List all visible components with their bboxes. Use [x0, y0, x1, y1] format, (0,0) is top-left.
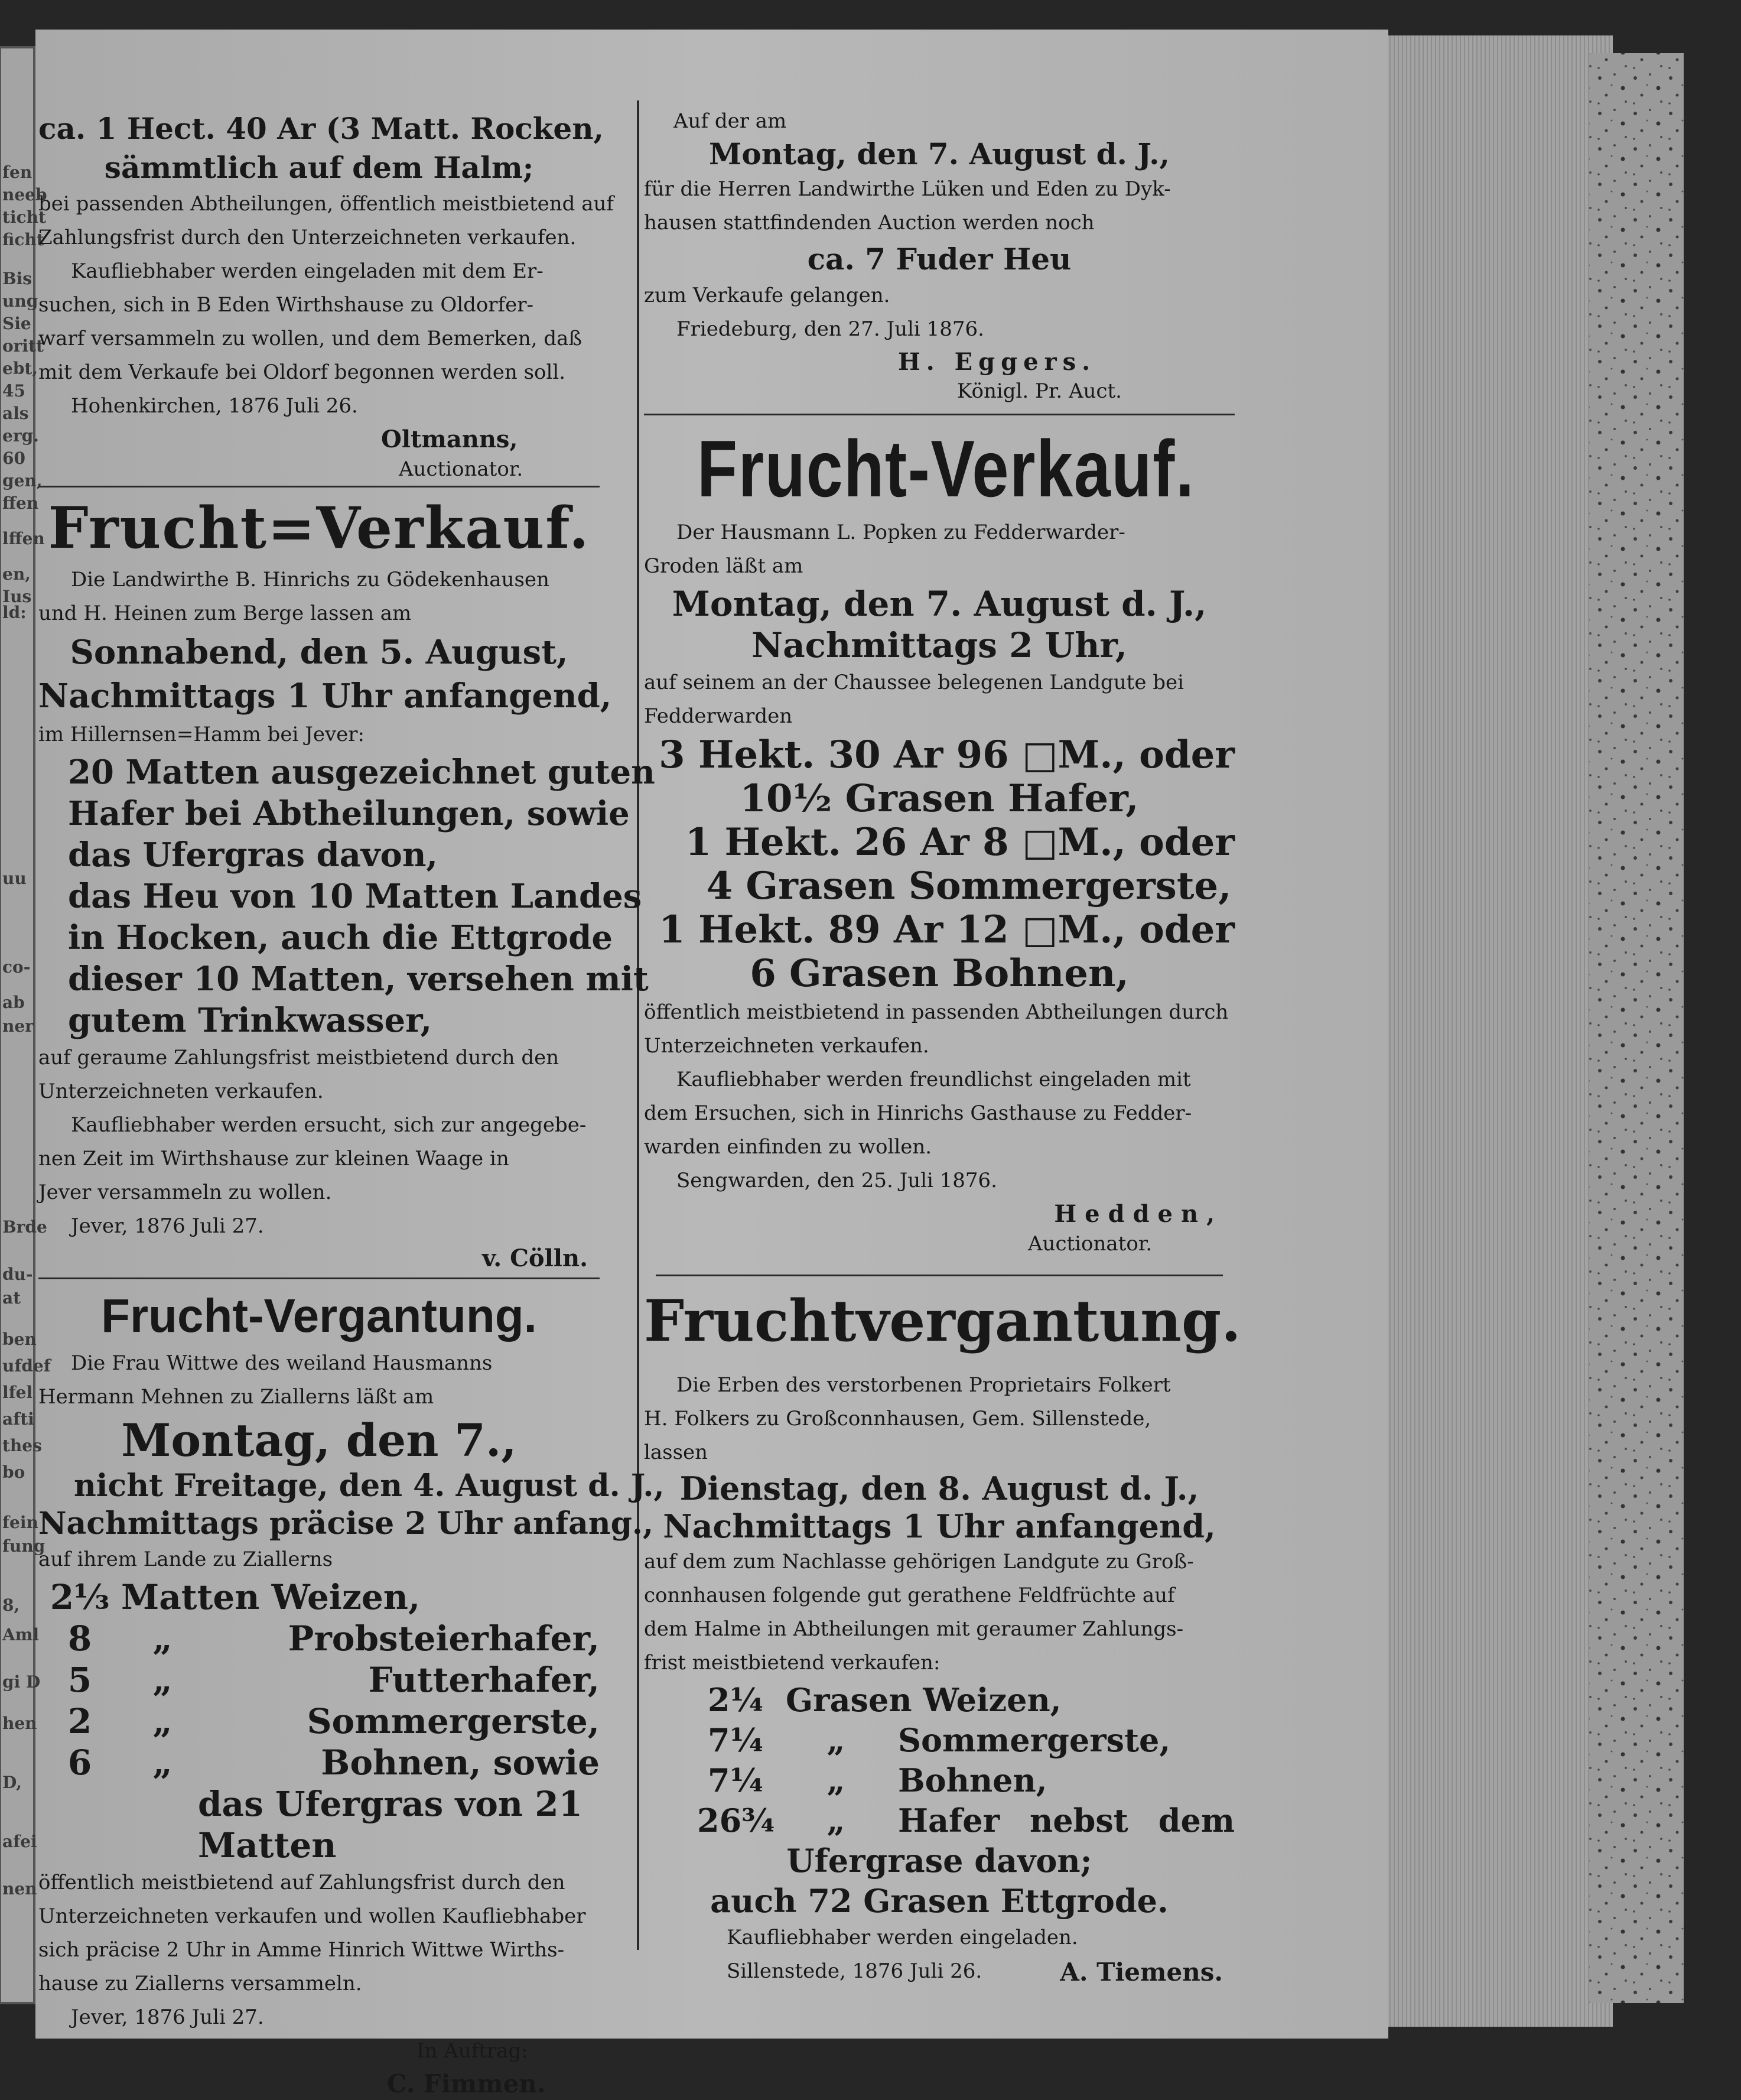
ditto-mark: „ — [152, 1660, 173, 1700]
notice-line: dem Halme in Abtheilungen mit geraumer Zahlungs- — [644, 1617, 1184, 1641]
notice-frucht-verkauf-hinrichs — [38, 493, 655, 1274]
ditto-mark: „ — [152, 1743, 173, 1783]
notice-line: frist meistbietend verkaufen: — [644, 1651, 941, 1675]
notice-line: warden einfinden zu wollen. — [644, 1135, 932, 1159]
crop-name: Futterhafer, — [368, 1660, 600, 1700]
notice-line: 6 Grasen Bohnen, — [750, 951, 1129, 996]
notice-line: Hohenkirchen, 1876 Juli 26. — [71, 394, 358, 418]
crop-name: Sommergerste, — [307, 1701, 600, 1741]
notice-line: Sonnabend, den 5. August, — [70, 633, 568, 672]
notice-line: nicht Freitage, den 4. August d. J., — [74, 1468, 665, 1504]
margin-fragment: ld: — [2, 603, 27, 622]
margin-fragment: gen, — [2, 471, 43, 490]
notice-line: auch 72 Grasen Ettgrode. — [710, 1882, 1169, 1920]
margin-fragment: Sie — [2, 314, 31, 333]
notice-line: 20 Matten ausgezeichnet guten — [68, 753, 655, 792]
signature: v. Cölln. — [482, 1244, 588, 1272]
notice-line: Kaufliebhaber werden eingeladen. — [727, 1926, 1078, 1949]
notice-line: Jever, 1876 Juli 27. — [71, 1214, 264, 1238]
notice-line: sämmtlich auf dem Halm; — [104, 150, 534, 185]
crop-name: Grasen Weizen, — [786, 1681, 1062, 1719]
notice-line: 3 Hekt. 30 Ar 96 □M., oder — [659, 733, 1235, 777]
notice-line: Unterzeichneten verkaufen. — [644, 1034, 929, 1058]
notice-line: connhausen folgende gut gerathene Feldfrüchte auf — [644, 1584, 1175, 1607]
notice-line: Sengwarden, den 25. Juli 1876. — [676, 1169, 997, 1192]
notice-line: Hafer bei Abtheilungen, sowie — [68, 794, 630, 833]
crop-name: Probsteierhafer, — [288, 1618, 600, 1659]
crop-name: Hafer nebst dem — [898, 1802, 1235, 1839]
margin-fragment: ner — [2, 1016, 34, 1036]
notice-line: 1 Hekt. 26 Ar 8 □M., oder — [685, 820, 1235, 864]
signature: Hedden, — [1054, 1200, 1223, 1228]
notice-line: Die Landwirthe B. Hinrichs zu Gödekenhausen — [71, 568, 549, 591]
left-column — [38, 109, 665, 2100]
notice-line: Jever, 1876 Juli 27. — [71, 2005, 264, 2029]
notice-line: Kaufliebhaber werden ersucht, sich zur angegebe- — [71, 1113, 587, 1137]
notice-line: Montag, den 7. August d. J., — [709, 136, 1170, 171]
notice-line: hause zu Ziallerns versammeln. — [38, 1972, 362, 1995]
margin-fragment: 45 — [2, 381, 25, 401]
signature-title: Auctionator. — [399, 457, 523, 481]
margin-fragment: ab — [2, 993, 25, 1012]
notice-line: warf versammeln zu wollen, und dem Bemerken, daß — [38, 327, 582, 350]
crop-quantity: 7¼ — [708, 1761, 763, 1799]
crop-list — [644, 1680, 1235, 1841]
margin-fragment: ffen — [2, 493, 39, 513]
crop-quantity: 5 — [67, 1660, 92, 1700]
margin-fragment: Bis — [2, 269, 32, 288]
notice-heading: Frucht=Verkauf. — [48, 495, 590, 561]
ditto-mark: „ — [826, 1802, 845, 1839]
signature-title: Königl. Pr. Auct. — [957, 379, 1122, 403]
margin-fragment: fein — [2, 1513, 38, 1532]
notice-line: bei passenden Abtheilungen, öffentlich meistbietend auf — [38, 192, 614, 216]
margin-fragment: du- — [2, 1264, 33, 1284]
margin-fragment: oritt — [2, 336, 44, 356]
ditto-mark: „ — [152, 1701, 173, 1741]
crop-row — [697, 1720, 1235, 1760]
notice-line: auf dem zum Nachlasse gehörigen Landgute zu Groß- — [644, 1550, 1194, 1574]
notice-line: Jever versammeln zu wollen. — [38, 1181, 332, 1204]
right-column — [644, 106, 1241, 1988]
margin-fragment: erg. — [2, 426, 39, 446]
margin-fragment: fung — [2, 1536, 45, 1556]
margin-fragment: gi D — [2, 1672, 41, 1692]
notice-line: dieser 10 Matten, versehen mit — [68, 960, 649, 999]
margin-fragment: lffen — [2, 529, 45, 548]
notice-line: Kaufliebhaber werden freundlichst eingeladen mit — [676, 1068, 1191, 1091]
notice-line: Dienstag, den 8. August d. J., — [679, 1470, 1199, 1507]
signature-prefix: In Auftrag: — [416, 2039, 528, 2063]
margin-fragment: bo — [2, 1462, 25, 1482]
notice-line: suchen, sich in B Eden Wirthshause zu Oldorfer- — [38, 293, 533, 317]
notice-line: in Hocken, auch die Ettgrode — [68, 918, 613, 957]
notice-line: Groden läßt am — [644, 554, 803, 578]
crop-name: Matten Weizen, — [121, 1577, 421, 1617]
notice-line: Nachmittags 1 Uhr anfangend, — [38, 677, 612, 716]
notice-line: mit dem Verkaufe bei Oldorf begonnen werden soll. — [38, 360, 566, 384]
margin-fragment: Aml — [2, 1625, 39, 1644]
notice-line: Fedderwarden — [644, 704, 793, 728]
margin-fragment: en, — [2, 564, 31, 584]
margin-fragment: D, — [2, 1773, 22, 1792]
margin-fragment: uu — [2, 869, 27, 888]
notice-frucht-verkauf-popken — [644, 421, 1235, 1257]
notice-line: das Ufergras davon, — [68, 836, 438, 875]
notice-line: nen Zeit im Wirthshause zur kleinen Waage in — [38, 1147, 509, 1171]
notice-fruchtvergantung-folkers — [644, 1285, 1241, 1988]
notice-line: Der Hausmann L. Popken zu Fedderwarder- — [676, 521, 1125, 544]
notice-line: für die Herren Landwirthe Lüken und Eden zu Dyk- — [644, 177, 1171, 201]
notice-line: Auf der am — [673, 109, 787, 133]
margin-fragment: nen — [2, 1879, 37, 1899]
notice-line: ca. 1 Hect. 40 Ar (3 Matt. Rocken, — [38, 111, 604, 146]
crop-row — [38, 1659, 600, 1701]
crop-row — [697, 1680, 1235, 1720]
notice-heading: Fruchtvergantung. — [644, 1288, 1241, 1354]
notice-line: Die Erben des verstorbenen Proprietairs Folkert — [676, 1373, 1171, 1397]
margin-fragment: ebt, — [2, 359, 38, 378]
crop-quantity: 26¾ — [697, 1802, 775, 1839]
notice-line: H. Folkers zu Großconnhausen, Gem. Sillenstede, — [644, 1407, 1151, 1431]
notice-line: Montag, den 7., — [121, 1414, 517, 1467]
crop-row — [38, 1742, 600, 1783]
margin-fragment: at — [2, 1288, 21, 1308]
crop-row — [697, 1800, 1235, 1841]
margin-fragment: fen — [2, 162, 32, 182]
margin-fragment: ficht — [2, 230, 44, 249]
crop-quantity: 2⅓ — [50, 1577, 110, 1617]
notice-line: Unterzeichneten verkaufen und wollen Kaufliebhaber — [38, 1904, 586, 1928]
notice-line: zum Verkaufe gelangen. — [644, 284, 890, 307]
crop-quantity: 6 — [67, 1743, 92, 1783]
notice-line: Kaufliebhaber werden eingeladen mit dem Er- — [71, 259, 544, 283]
notice-line: lassen — [644, 1441, 708, 1464]
notice-line: im Hillernsen=Hamm bei Jever: — [38, 723, 365, 746]
margin-fragment: co- — [2, 957, 31, 977]
notice-line: Zahlungsfrist durch den Unterzeichneten verkaufen. — [38, 226, 577, 249]
notice-line: Sillenstede, 1876 Juli 26. — [727, 1959, 982, 1983]
notice-line: das Ufergras von 21 — [198, 1784, 582, 1824]
margin-fragment: ufdef — [2, 1356, 51, 1376]
notice-line: auf ihrem Lande zu Ziallerns — [38, 1548, 333, 1571]
margin-fragment: ben — [2, 1329, 37, 1349]
notice-frucht-vergantung-mehnen — [38, 1285, 665, 2100]
signature: C. Fimmen. — [387, 2069, 546, 2098]
notice-line: 4 Grasen Sommergerste, — [706, 864, 1232, 908]
crop-list — [38, 1576, 600, 1783]
margin-fragment: hen — [2, 1714, 37, 1733]
margin-fragment: ung — [2, 291, 38, 311]
notice-line: auf seinem an der Chaussee belegenen Landgute bei — [644, 671, 1184, 694]
crop-name: Bohnen, — [898, 1761, 1047, 1799]
notice-roggen — [38, 109, 614, 482]
notice-line: 1 Hekt. 89 Ar 12 □M., oder — [659, 908, 1235, 952]
separator-rule — [656, 1275, 1223, 1276]
notice-line: das Heu von 10 Matten Landes — [68, 877, 642, 916]
margin-fragment: Ius — [2, 587, 32, 606]
notice-line: gutem Trinkwasser, — [68, 1001, 432, 1040]
crop-row — [697, 1760, 1235, 1800]
notice-line: 10½ Grasen Hafer, — [740, 776, 1139, 821]
separator-rule — [644, 414, 1235, 415]
margin-fragment: 60 — [2, 448, 25, 468]
notice-line: und H. Heinen zum Berge lassen am — [38, 602, 412, 625]
crop-name: Sommergerste, — [898, 1721, 1171, 1759]
margin-fragment: Brde — [2, 1217, 47, 1237]
crop-name: Bohnen, sowie — [321, 1743, 600, 1783]
book-fore-edge — [1589, 53, 1684, 2003]
notice-line: dem Ersuchen, sich in Hinrichs Gasthause zu Fedder- — [644, 1101, 1192, 1125]
margin-fragment: lfel — [2, 1383, 33, 1402]
crop-row — [38, 1701, 600, 1742]
margin-fragment: afei — [2, 1832, 37, 1851]
notice-line: sich präcise 2 Uhr in Amme Hinrich Wittwe Wirths- — [38, 1938, 565, 1962]
ditto-mark: „ — [152, 1618, 173, 1659]
crop-row — [38, 1576, 600, 1618]
notice-heading: Frucht-Verkauf. — [697, 424, 1195, 513]
notice-line: Friedeburg, den 27. Juli 1876. — [676, 317, 984, 341]
crop-row — [38, 1618, 600, 1659]
page-edge-stack — [1353, 35, 1613, 2027]
signature: Oltmanns, — [381, 425, 518, 453]
ditto-mark: „ — [826, 1721, 845, 1759]
notice-line: ca. 7 Fuder Heu — [807, 242, 1072, 277]
notice-line: Nachmittags präcise 2 Uhr anfang., — [38, 1506, 654, 1542]
crop-quantity: 7¼ — [708, 1721, 763, 1759]
signature-title: Auctionator. — [1028, 1232, 1153, 1256]
margin-fragment: ticht — [2, 207, 46, 227]
ditto-mark: „ — [826, 1761, 845, 1799]
separator-rule — [38, 1277, 600, 1279]
crop-quantity: 8 — [67, 1618, 92, 1659]
notice-line: Montag, den 7. August d. J., — [672, 584, 1207, 624]
notice-line: Nachmittags 1 Uhr anfangend, — [663, 1507, 1216, 1545]
notice-line: Nachmittags 2 Uhr, — [751, 625, 1127, 665]
notice-line: Matten — [198, 1825, 337, 1865]
margin-fragment: 8, — [2, 1595, 20, 1615]
separator-rule — [38, 486, 600, 487]
signature: H. Eggers. — [898, 348, 1096, 376]
crop-quantity: 2 — [67, 1701, 92, 1741]
margin-fragment: thes — [2, 1436, 42, 1455]
notice-line: auf geraume Zahlungsfrist meistbietend durch den — [38, 1046, 559, 1069]
margin-fragment: afti — [2, 1409, 34, 1429]
notice-heading: Frucht-Vergantung. — [101, 1289, 537, 1342]
notice-line: Hermann Mehnen zu Ziallerns läßt am — [38, 1385, 434, 1409]
margin-fragment: neeb — [2, 185, 47, 204]
crop-quantity: 2¼ — [708, 1681, 763, 1719]
notice-line: Ufergrase davon; — [786, 1842, 1092, 1880]
notice-line: Die Frau Wittwe des weiland Hausmanns — [71, 1351, 493, 1375]
notice-fuder-heu — [644, 106, 1235, 404]
notice-line: öffentlich meistbietend in passenden Abtheilungen durch — [644, 1000, 1229, 1024]
notice-line: Unterzeichneten verkaufen. — [38, 1080, 324, 1103]
signature: A. Tiemens. — [1060, 1958, 1223, 1987]
notice-line: hausen stattfindenden Auction werden noch — [644, 211, 1095, 235]
margin-fragment: als — [2, 404, 29, 423]
notice-line: öffentlich meistbietend auf Zahlungsfrist durch den — [38, 1871, 565, 1894]
